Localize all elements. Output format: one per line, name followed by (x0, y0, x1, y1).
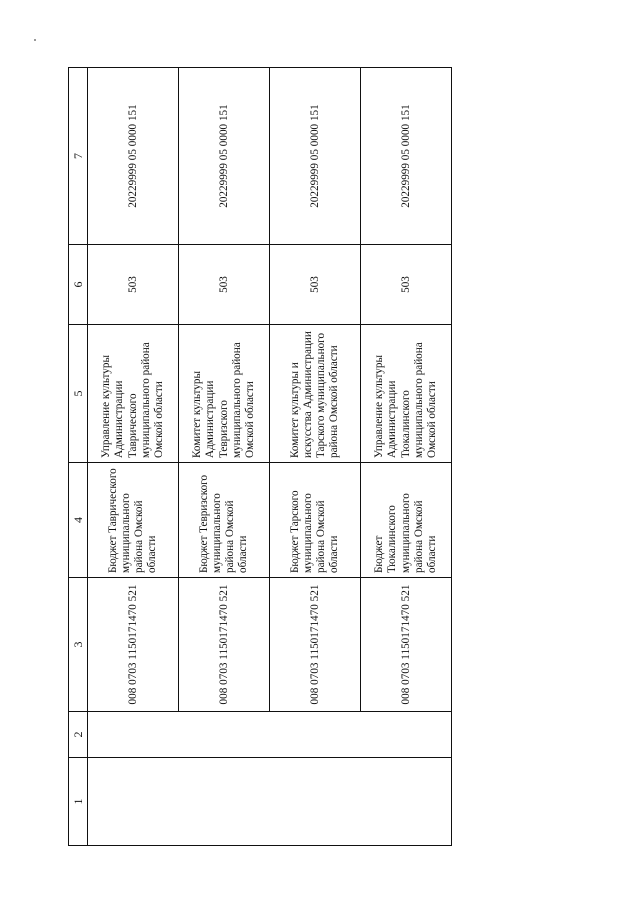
scan-speck (34, 39, 36, 41)
cell-503: 503 (270, 245, 361, 325)
col-header-2: 2 (69, 712, 88, 758)
cell-kbk: 20229999 05 0000 151 (361, 68, 452, 245)
col-header-6: 6 (69, 245, 88, 325)
rotated-table-wrapper (68, 68, 510, 846)
cell-budget: Бюджет Тарского муниципального района Омской области (270, 463, 361, 578)
cell-col1 (179, 758, 270, 846)
cell-col2 (179, 712, 270, 758)
cell-budget: Бюджет Тюкалинского муниципального района Омской области (361, 463, 452, 578)
cell-col1 (361, 758, 452, 846)
cell-administrator: Управление культуры Администрации Тюкалинского муниципального района Омской области (361, 325, 452, 463)
cell-503: 503 (361, 245, 452, 325)
cell-col2 (88, 712, 179, 758)
cell-kbk: 20229999 05 0000 151 (88, 68, 179, 245)
col-header-3: 3 (69, 578, 88, 712)
header-row (69, 68, 88, 846)
cell-code: 008 0703 1150171470 521 (361, 578, 452, 712)
table-row (179, 68, 270, 846)
cell-col2 (361, 712, 452, 758)
col-header-4: 4 (69, 463, 88, 578)
cell-administrator: Управление культуры Администрации Таврического муниципального района Омской области (88, 325, 179, 463)
cell-col1 (270, 758, 361, 846)
cell-kbk: 20229999 05 0000 151 (179, 68, 270, 245)
document-page (68, 68, 510, 846)
cell-kbk: 20229999 05 0000 151 (270, 68, 361, 245)
cell-code: 008 0703 1150171470 521 (270, 578, 361, 712)
table-row (361, 68, 452, 846)
cell-administrator: Комитет культуры Администрации Тевризского муниципального района Омской области (179, 325, 270, 463)
col-header-1: 1 (69, 758, 88, 846)
col-header-7: 7 (69, 68, 88, 245)
table-row (88, 68, 179, 846)
cell-503: 503 (88, 245, 179, 325)
cell-budget: Бюджет Тевризского муниципального района Омской области (179, 463, 270, 578)
budget-table (68, 67, 452, 846)
cell-col2 (270, 712, 361, 758)
col-header-5: 5 (69, 325, 88, 463)
cell-code: 008 0703 1150171470 521 (88, 578, 179, 712)
cell-code: 008 0703 1150171470 521 (179, 578, 270, 712)
cell-col1 (88, 758, 179, 846)
table-row (270, 68, 361, 846)
cell-503: 503 (179, 245, 270, 325)
cell-budget: Бюджет Таврического муниципального района Омской области (88, 463, 179, 578)
cell-administrator: Комитет культуры и искусства Администрации Тарского муниципального района Омской области (270, 325, 361, 463)
